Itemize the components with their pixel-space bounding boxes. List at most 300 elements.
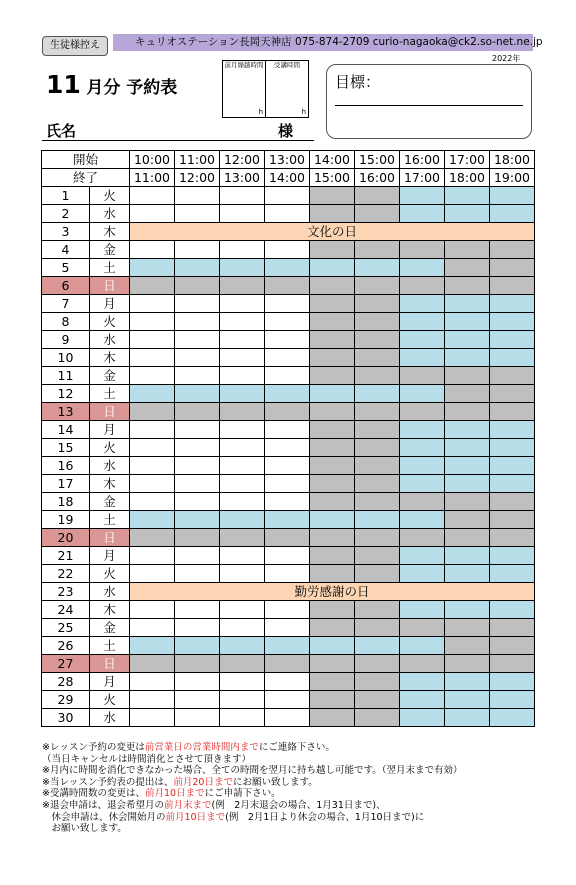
time-slot[interactable]	[265, 385, 310, 403]
time-slot[interactable]	[175, 295, 220, 313]
time-slot[interactable]	[400, 349, 445, 367]
time-slot[interactable]	[490, 475, 535, 493]
time-slot[interactable]	[445, 601, 490, 619]
time-slot[interactable]	[130, 331, 175, 349]
closed-slot	[445, 367, 490, 385]
closed-slot	[490, 277, 535, 295]
closed-slot	[310, 529, 355, 547]
time-slot[interactable]	[175, 637, 220, 655]
time-slot[interactable]	[400, 565, 445, 583]
holiday-label: 文化の日	[130, 223, 535, 241]
closed-slot	[175, 529, 220, 547]
weekday: 火	[90, 691, 130, 709]
start-time-label: 開始	[42, 151, 130, 169]
time-slot[interactable]	[265, 241, 310, 259]
time-slot[interactable]	[445, 439, 490, 457]
closed-slot	[490, 367, 535, 385]
weekday: 木	[90, 349, 130, 367]
day-number: 14	[42, 421, 90, 439]
closed-slot	[445, 619, 490, 637]
closed-slot	[355, 421, 400, 439]
time-slot[interactable]	[130, 619, 175, 637]
day-number: 19	[42, 511, 90, 529]
closed-slot	[400, 403, 445, 421]
time-slot[interactable]	[490, 349, 535, 367]
day-number: 4	[42, 241, 90, 259]
closed-slot	[445, 637, 490, 655]
time-slot[interactable]	[220, 565, 265, 583]
year-label: 2022年	[492, 54, 521, 63]
start-time-row	[42, 151, 535, 169]
received-label: 受講時間	[274, 61, 300, 69]
weekday: 日	[90, 403, 130, 421]
closed-slot	[265, 277, 310, 295]
time-slot[interactable]	[490, 565, 535, 583]
note-line	[42, 823, 462, 835]
goal-line	[335, 105, 523, 106]
day-number: 25	[42, 619, 90, 637]
time-slot[interactable]	[220, 385, 265, 403]
time-slot[interactable]	[400, 331, 445, 349]
time-slot[interactable]	[175, 259, 220, 277]
weekday: 月	[90, 421, 130, 439]
closed-slot	[355, 493, 400, 511]
weekday: 金	[90, 367, 130, 385]
day-row	[42, 403, 535, 421]
time-slot[interactable]	[490, 709, 535, 727]
time-slot[interactable]	[175, 205, 220, 223]
time-slot[interactable]	[265, 493, 310, 511]
time-slot[interactable]	[175, 313, 220, 331]
title-suffix: 月分 予約表	[86, 78, 178, 98]
time-slot[interactable]	[220, 259, 265, 277]
time-slot[interactable]	[130, 349, 175, 367]
time-slot[interactable]	[220, 709, 265, 727]
day-number: 15	[42, 439, 90, 457]
closed-slot	[355, 331, 400, 349]
time-slot[interactable]	[220, 367, 265, 385]
time-slot[interactable]	[265, 331, 310, 349]
time-slot[interactable]	[445, 475, 490, 493]
closed-slot	[400, 529, 445, 547]
day-row	[42, 673, 535, 691]
closed-slot	[130, 277, 175, 295]
time-slot[interactable]	[265, 691, 310, 709]
time-slot[interactable]	[175, 673, 220, 691]
time-slot[interactable]	[265, 259, 310, 277]
time-slot[interactable]	[445, 457, 490, 475]
note-line	[42, 812, 462, 824]
day-number: 1	[42, 187, 90, 205]
time-slot[interactable]	[175, 709, 220, 727]
closed-slot	[445, 385, 490, 403]
time-slot[interactable]	[355, 259, 400, 277]
note-highlight: 前月20日まで	[173, 776, 233, 788]
time-slot[interactable]	[400, 421, 445, 439]
weekday: 水	[90, 583, 130, 601]
end-time-label: 終了	[42, 169, 130, 187]
closed-slot	[130, 655, 175, 673]
holiday-label: 勤労感謝の日	[130, 583, 535, 601]
time-slot[interactable]	[265, 457, 310, 475]
note-highlight: 前月10日まで	[165, 811, 226, 823]
time-slot[interactable]	[175, 547, 220, 565]
time-slot[interactable]	[130, 493, 175, 511]
closed-slot	[400, 241, 445, 259]
day-number: 11	[42, 367, 90, 385]
time-slot[interactable]	[445, 421, 490, 439]
time-slot[interactable]	[265, 547, 310, 565]
time-slot[interactable]	[220, 187, 265, 205]
day-row	[42, 709, 535, 727]
day-number: 20	[42, 529, 90, 547]
day-number: 7	[42, 295, 90, 313]
goal-label: 目標：	[335, 73, 381, 91]
closed-slot	[355, 691, 400, 709]
weekday: 水	[90, 457, 130, 475]
time-slot[interactable]	[355, 385, 400, 403]
note-line	[42, 765, 462, 777]
closed-slot	[400, 367, 445, 385]
time-slot[interactable]	[175, 493, 220, 511]
time-slot[interactable]	[310, 259, 355, 277]
start-time-cell: 18:00	[490, 151, 535, 169]
time-slot[interactable]	[175, 619, 220, 637]
sama-label: 様	[278, 122, 294, 140]
time-slot[interactable]	[220, 511, 265, 529]
time-slot[interactable]	[310, 385, 355, 403]
note-text: (例 2月1日より休会の場合、1月10日まで)に	[225, 811, 425, 823]
time-slot[interactable]	[445, 565, 490, 583]
time-slot[interactable]	[220, 457, 265, 475]
time-slot[interactable]	[400, 673, 445, 691]
time-slot[interactable]	[400, 187, 445, 205]
weekday: 水	[90, 331, 130, 349]
time-slot[interactable]	[265, 511, 310, 529]
closed-slot	[445, 655, 490, 673]
time-slot[interactable]	[220, 673, 265, 691]
day-number: 29	[42, 691, 90, 709]
day-number: 18	[42, 493, 90, 511]
time-slot[interactable]	[130, 439, 175, 457]
time-slot[interactable]	[220, 241, 265, 259]
time-slot[interactable]	[265, 673, 310, 691]
time-slot[interactable]	[175, 475, 220, 493]
closed-slot	[310, 367, 355, 385]
note-text: ※退会申請は、退会希望月の	[42, 799, 164, 811]
time-slot[interactable]	[130, 367, 175, 385]
time-slot[interactable]	[490, 205, 535, 223]
time-slot[interactable]	[265, 439, 310, 457]
time-slot[interactable]	[265, 637, 310, 655]
day-row	[42, 367, 535, 385]
day-row	[42, 241, 535, 259]
end-time-cell: 14:00	[265, 169, 310, 187]
time-slot[interactable]	[130, 511, 175, 529]
note-line	[42, 742, 462, 754]
time-slot[interactable]	[175, 385, 220, 403]
time-slot[interactable]	[265, 421, 310, 439]
time-slot[interactable]	[220, 601, 265, 619]
time-slot[interactable]	[175, 601, 220, 619]
time-slot[interactable]	[490, 673, 535, 691]
weekday: 火	[90, 565, 130, 583]
time-slot[interactable]	[265, 475, 310, 493]
note-line	[42, 800, 462, 812]
time-slot[interactable]	[400, 385, 445, 403]
day-row	[42, 223, 535, 241]
time-slot[interactable]	[400, 475, 445, 493]
closed-slot	[355, 547, 400, 565]
time-slot[interactable]	[265, 295, 310, 313]
time-slot[interactable]	[265, 601, 310, 619]
time-slot[interactable]	[400, 313, 445, 331]
closed-slot	[355, 277, 400, 295]
copy-badge: 生徒様控え	[42, 36, 108, 56]
closed-slot	[355, 529, 400, 547]
time-slot[interactable]	[130, 421, 175, 439]
time-slot[interactable]	[220, 421, 265, 439]
time-slot[interactable]	[400, 691, 445, 709]
received-hours-box[interactable]	[265, 60, 309, 118]
day-row	[42, 421, 535, 439]
time-slot[interactable]	[445, 709, 490, 727]
start-time-cell: 16:00	[400, 151, 445, 169]
time-slot[interactable]	[445, 673, 490, 691]
time-slot[interactable]	[220, 295, 265, 313]
closed-slot	[355, 655, 400, 673]
time-slot[interactable]	[130, 187, 175, 205]
time-slot[interactable]	[220, 493, 265, 511]
time-slot[interactable]	[265, 349, 310, 367]
day-number: 27	[42, 655, 90, 673]
time-slot[interactable]	[400, 439, 445, 457]
closed-slot	[355, 349, 400, 367]
school-info-bar: キュリオステーション長岡天神店 075-874-2709 curio-nagaoka@ck2.so-net.ne.jp	[113, 34, 533, 51]
time-slot[interactable]	[400, 205, 445, 223]
time-slot[interactable]	[220, 331, 265, 349]
closed-slot	[265, 529, 310, 547]
time-slot[interactable]	[265, 565, 310, 583]
time-slot[interactable]	[445, 349, 490, 367]
time-slot[interactable]	[490, 313, 535, 331]
time-slot[interactable]	[130, 601, 175, 619]
closed-slot	[310, 439, 355, 457]
day-number: 24	[42, 601, 90, 619]
time-slot[interactable]	[400, 295, 445, 313]
time-slot[interactable]	[400, 637, 445, 655]
closed-slot	[310, 457, 355, 475]
time-slot[interactable]	[265, 313, 310, 331]
time-slot[interactable]	[400, 547, 445, 565]
time-slot[interactable]	[220, 205, 265, 223]
closed-slot	[355, 475, 400, 493]
weekday: 月	[90, 295, 130, 313]
weekday: 日	[90, 529, 130, 547]
schedule-table	[41, 150, 535, 727]
closed-slot	[310, 331, 355, 349]
time-slot[interactable]	[400, 457, 445, 475]
closed-slot	[310, 475, 355, 493]
note-text: (例 2月末退会の場合、1月31日まで)、	[211, 799, 386, 811]
closed-slot	[355, 205, 400, 223]
day-number: 8	[42, 313, 90, 331]
page-title	[46, 70, 177, 99]
time-slot[interactable]	[175, 331, 220, 349]
day-row	[42, 331, 535, 349]
time-slot[interactable]	[175, 457, 220, 475]
prev-month-carryover-box[interactable]	[222, 60, 266, 118]
time-slot[interactable]	[490, 601, 535, 619]
closed-slot	[130, 529, 175, 547]
time-slot[interactable]	[445, 691, 490, 709]
time-slot[interactable]	[175, 691, 220, 709]
time-slot[interactable]	[490, 295, 535, 313]
time-slot[interactable]	[130, 241, 175, 259]
day-number: 16	[42, 457, 90, 475]
weekday: 火	[90, 439, 130, 457]
name-field[interactable]	[42, 140, 314, 141]
time-slot[interactable]	[130, 709, 175, 727]
time-slot[interactable]	[220, 547, 265, 565]
closed-slot	[355, 601, 400, 619]
time-slot[interactable]	[175, 439, 220, 457]
time-slot[interactable]	[400, 601, 445, 619]
closed-slot	[445, 241, 490, 259]
time-slot[interactable]	[175, 421, 220, 439]
time-slot[interactable]	[130, 547, 175, 565]
time-slot[interactable]	[220, 313, 265, 331]
time-slot[interactable]	[130, 637, 175, 655]
day-row	[42, 529, 535, 547]
time-slot[interactable]	[130, 565, 175, 583]
time-slot[interactable]	[175, 241, 220, 259]
goal-box[interactable]	[326, 64, 532, 139]
note-line	[42, 788, 462, 800]
time-slot[interactable]	[265, 187, 310, 205]
time-slot[interactable]	[490, 691, 535, 709]
time-slot[interactable]	[220, 637, 265, 655]
time-slot[interactable]	[490, 331, 535, 349]
closed-slot	[355, 403, 400, 421]
time-slot[interactable]	[130, 313, 175, 331]
end-time-cell: 12:00	[175, 169, 220, 187]
closed-slot	[490, 637, 535, 655]
time-slot[interactable]	[220, 349, 265, 367]
time-slot[interactable]	[355, 511, 400, 529]
day-number: 6	[42, 277, 90, 295]
time-slot[interactable]	[265, 709, 310, 727]
closed-slot	[490, 655, 535, 673]
weekday: 土	[90, 259, 130, 277]
time-slot[interactable]	[490, 457, 535, 475]
time-slot[interactable]	[445, 331, 490, 349]
closed-slot	[310, 403, 355, 421]
note-text: お願い致します。	[42, 823, 127, 835]
note-text: にご連絡下さい。	[258, 742, 335, 753]
closed-slot	[175, 277, 220, 295]
time-slot[interactable]	[220, 475, 265, 493]
time-slot[interactable]	[265, 367, 310, 385]
time-slot[interactable]	[355, 637, 400, 655]
weekday: 水	[90, 205, 130, 223]
note-text: にお願い致します。	[232, 776, 318, 788]
day-row	[42, 205, 535, 223]
closed-slot	[400, 493, 445, 511]
end-time-cell: 16:00	[355, 169, 400, 187]
closed-slot	[310, 673, 355, 691]
day-row	[42, 691, 535, 709]
time-slot[interactable]	[220, 619, 265, 637]
time-slot[interactable]	[175, 565, 220, 583]
time-slot[interactable]	[400, 709, 445, 727]
closed-slot	[175, 403, 220, 421]
closed-slot	[310, 619, 355, 637]
time-slot[interactable]	[490, 187, 535, 205]
time-slot[interactable]	[445, 205, 490, 223]
note-text: ※当レッスン予約表の提出は、	[42, 776, 174, 788]
time-slot[interactable]	[490, 439, 535, 457]
closed-slot	[355, 565, 400, 583]
time-slot[interactable]	[445, 547, 490, 565]
time-slot[interactable]	[130, 691, 175, 709]
closed-slot	[310, 349, 355, 367]
closed-slot	[355, 709, 400, 727]
end-time-cell: 17:00	[400, 169, 445, 187]
time-slot[interactable]	[130, 205, 175, 223]
time-slot[interactable]	[130, 457, 175, 475]
time-slot[interactable]	[130, 295, 175, 313]
day-row	[42, 493, 535, 511]
closed-slot	[490, 619, 535, 637]
start-time-cell: 14:00	[310, 151, 355, 169]
day-row	[42, 565, 535, 583]
time-slot[interactable]	[175, 367, 220, 385]
closed-slot	[265, 655, 310, 673]
time-slot[interactable]	[400, 511, 445, 529]
note-highlight: 前月10日まで	[144, 788, 205, 800]
time-slot[interactable]	[220, 691, 265, 709]
time-slot[interactable]	[445, 187, 490, 205]
time-slot[interactable]	[265, 205, 310, 223]
time-slot[interactable]	[310, 637, 355, 655]
notes	[42, 742, 462, 835]
time-slot[interactable]	[490, 547, 535, 565]
time-slot[interactable]	[130, 259, 175, 277]
time-slot[interactable]	[445, 313, 490, 331]
note-text: ※月内に時間を消化できなかった場合、全ての時間を翌月に持ち越し可能です。（翌月末まで有効）	[42, 765, 463, 777]
closed-slot	[310, 421, 355, 439]
time-slot[interactable]	[130, 673, 175, 691]
time-slot[interactable]	[490, 421, 535, 439]
time-slot[interactable]	[175, 349, 220, 367]
day-number: 10	[42, 349, 90, 367]
closed-slot	[310, 655, 355, 673]
day-number: 23	[42, 583, 90, 601]
closed-slot	[445, 511, 490, 529]
closed-slot	[490, 241, 535, 259]
time-slot[interactable]	[130, 475, 175, 493]
time-slot[interactable]	[175, 511, 220, 529]
time-slot[interactable]	[445, 295, 490, 313]
time-slot[interactable]	[130, 385, 175, 403]
time-slot[interactable]	[400, 259, 445, 277]
time-slot[interactable]	[175, 187, 220, 205]
time-slot[interactable]	[220, 439, 265, 457]
time-slot[interactable]	[265, 619, 310, 637]
day-row	[42, 637, 535, 655]
time-slot[interactable]	[310, 511, 355, 529]
